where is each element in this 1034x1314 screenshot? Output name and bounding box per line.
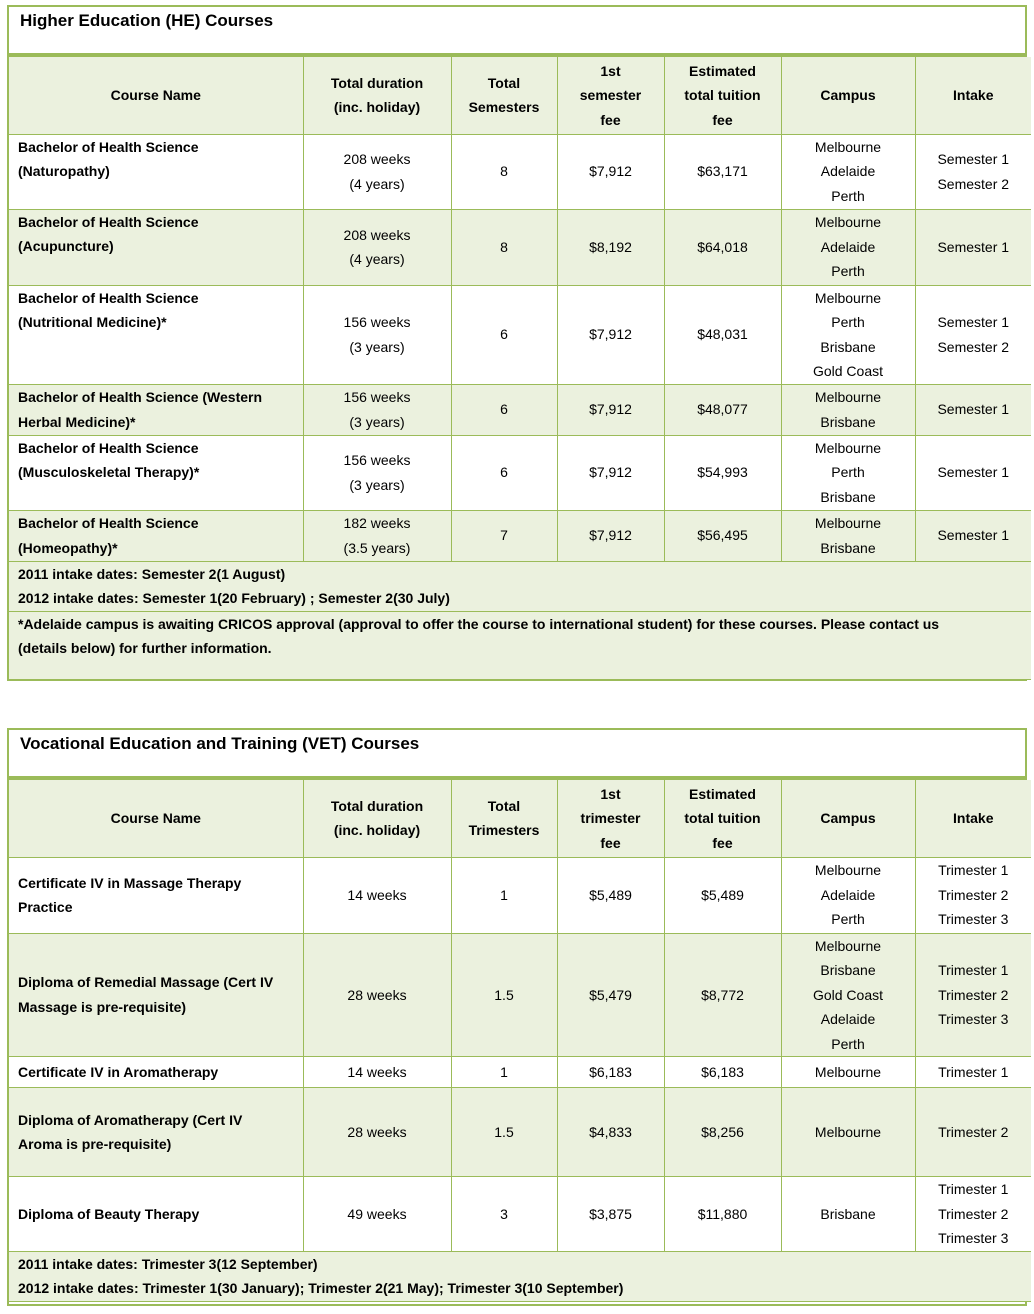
he-cricos-footnote [9, 611, 1031, 679]
campus-cell: Melbourne Adelaide Perth [781, 134, 915, 209]
total-fee-cell: $8,772 [664, 933, 781, 1057]
campus-cell: Melbourne Perth Brisbane [781, 435, 915, 510]
vet-section-title: Vocational Education and Training (VET) Courses [9, 730, 1025, 780]
intake-cell: Trimester 1 [915, 1057, 1031, 1088]
first-fee-cell: $3,875 [557, 1177, 664, 1252]
course-name-cell: Bachelor of Health Science (Homeopathy)* [9, 510, 303, 561]
vet-header-course-name: Course Name [9, 780, 303, 857]
total-cell: 8 [451, 134, 557, 209]
total-cell: 8 [451, 209, 557, 285]
table-row [9, 134, 1031, 209]
duration-cell: 156 weeks (3 years) [303, 285, 451, 384]
campus-cell: Melbourne Brisbane Gold Coast Adelaide Perth [781, 933, 915, 1057]
course-name-cell: Diploma of Aromatherapy (Cert IV Aroma is pre-requisite) [9, 1088, 303, 1177]
table-row [9, 857, 1031, 933]
duration-cell: 14 weeks [303, 857, 451, 933]
course-name-cell: Diploma of Beauty Therapy [9, 1177, 303, 1252]
duration-cell: 28 weeks [303, 933, 451, 1057]
total-fee-cell: $64,018 [664, 209, 781, 285]
campus-cell: Melbourne [781, 1057, 915, 1088]
campus-cell: Melbourne Brisbane [781, 384, 915, 435]
total-cell: 3 [451, 1177, 557, 1252]
vet-header-duration: Total duration (inc. holiday) [303, 780, 451, 857]
total-fee-cell: $8,256 [664, 1088, 781, 1177]
total-fee-cell: $63,171 [664, 134, 781, 209]
table-row [9, 435, 1031, 510]
course-name-cell: Bachelor of Health Science (Nutritional Medicine)* [9, 285, 303, 384]
total-cell: 1.5 [451, 933, 557, 1057]
total-cell: 6 [451, 285, 557, 384]
duration-cell: 49 weeks [303, 1177, 451, 1252]
total-fee-cell: $48,031 [664, 285, 781, 384]
course-name-cell: Bachelor of Health Science (Musculoskeletal Therapy)* [9, 435, 303, 510]
total-fee-cell: $5,489 [664, 857, 781, 933]
vet-header-total-fee: Estimated total tuition fee [664, 780, 781, 857]
he-intake-dates-note [9, 561, 1031, 611]
course-name-cell: Certificate IV in Aromatherapy [9, 1057, 303, 1088]
vet-header-first-fee: 1st trimester fee [557, 780, 664, 857]
first-fee-cell: $4,833 [557, 1088, 664, 1177]
first-fee-cell: $7,912 [557, 510, 664, 561]
total-cell: 7 [451, 510, 557, 561]
duration-cell: 14 weeks [303, 1057, 451, 1088]
campus-cell: Melbourne Adelaide Perth [781, 857, 915, 933]
total-fee-cell: $11,880 [664, 1177, 781, 1252]
first-fee-cell: $7,912 [557, 285, 664, 384]
vet-header-total: Total Trimesters [451, 780, 557, 857]
he-header-campus: Campus [781, 57, 915, 134]
vet-header-campus: Campus [781, 780, 915, 857]
table-row [9, 384, 1031, 435]
table-row [9, 1057, 1031, 1088]
vet-courses-section [7, 728, 1027, 1306]
campus-cell: Melbourne Brisbane [781, 510, 915, 561]
duration-cell: 208 weeks (4 years) [303, 134, 451, 209]
first-fee-cell: $7,912 [557, 134, 664, 209]
campus-cell: Melbourne Adelaide Perth [781, 209, 915, 285]
table-row [9, 933, 1031, 1057]
course-name-cell: Bachelor of Health Science (Acupuncture) [9, 209, 303, 285]
first-fee-cell: $8,192 [557, 209, 664, 285]
he-header-duration: Total duration (inc. holiday) [303, 57, 451, 134]
total-fee-cell: $56,495 [664, 510, 781, 561]
course-name-cell: Diploma of Remedial Massage (Cert IV Massage is pre-requisite) [9, 933, 303, 1057]
course-name-cell: Bachelor of Health Science (Naturopathy) [9, 134, 303, 209]
he-section-title: Higher Education (HE) Courses [9, 7, 1025, 57]
total-fee-cell: $6,183 [664, 1057, 781, 1088]
total-fee-cell: $54,993 [664, 435, 781, 510]
vet-header-intake: Intake [915, 780, 1031, 857]
he-header-total: Total Semesters [451, 57, 557, 134]
vet-header-row [9, 780, 1031, 857]
intake-cell: Trimester 1 Trimester 2 Trimester 3 [915, 1177, 1031, 1252]
he-header-first-fee: 1st semester fee [557, 57, 664, 134]
campus-cell: Brisbane [781, 1177, 915, 1252]
he-header-total-fee: Estimated total tuition fee [664, 57, 781, 134]
table-row [9, 1177, 1031, 1252]
intake-cell: Semester 1 [915, 384, 1031, 435]
he-header-course-name: Course Name [9, 57, 303, 134]
first-fee-cell: $7,912 [557, 435, 664, 510]
he-header-row [9, 57, 1031, 134]
table-row [9, 510, 1031, 561]
note-line: 2011 intake dates: Semester 2(1 August) [18, 565, 286, 582]
intake-cell: Trimester 2 [915, 1088, 1031, 1177]
note-line: 2012 intake dates: Semester 1(20 February) ; Semester 2(30 July) [18, 590, 450, 606]
intake-cell: Semester 1 Semester 2 [915, 285, 1031, 384]
intake-cell: Semester 1 Semester 2 [915, 134, 1031, 209]
total-cell: 6 [451, 435, 557, 510]
duration-cell: 28 weeks [303, 1088, 451, 1177]
first-fee-cell: $7,912 [557, 384, 664, 435]
first-fee-cell: $5,489 [557, 857, 664, 933]
duration-cell: 208 weeks (4 years) [303, 209, 451, 285]
campus-cell: Melbourne [781, 1088, 915, 1177]
he-courses-table [9, 57, 1031, 680]
intake-cell: Semester 1 [915, 510, 1031, 561]
total-cell: 1 [451, 857, 557, 933]
first-fee-cell: $6,183 [557, 1057, 664, 1088]
duration-cell: 156 weeks (3 years) [303, 384, 451, 435]
total-cell: 6 [451, 384, 557, 435]
total-cell: 1.5 [451, 1088, 557, 1177]
he-header-intake: Intake [915, 57, 1031, 134]
he-courses-section [7, 5, 1027, 681]
total-cell: 1 [451, 1057, 557, 1088]
vet-courses-table [9, 780, 1031, 1302]
total-fee-cell: $48,077 [664, 384, 781, 435]
note-line: 2012 intake dates: Trimester 1(30 January); Trimester 2(21 May); Trimester 3(10 September) [18, 1280, 624, 1296]
note-line: *Adelaide campus is awaiting CRICOS approval (approval to offer the course to international student) for these courses. Please contact us [18, 615, 940, 632]
table-row [9, 285, 1031, 384]
duration-cell: 182 weeks (3.5 years) [303, 510, 451, 561]
table-row [9, 209, 1031, 285]
table-row [9, 1088, 1031, 1177]
intake-cell: Trimester 1 Trimester 2 Trimester 3 [915, 857, 1031, 933]
first-fee-cell: $5,479 [557, 933, 664, 1057]
intake-cell: Semester 1 [915, 209, 1031, 285]
course-name-cell: Certificate IV in Massage Therapy Practice [9, 857, 303, 933]
vet-intake-dates-note [9, 1251, 1031, 1301]
note-line: 2011 intake dates: Trimester 3(12 September) [18, 1255, 318, 1272]
note-line: (details below) for further information. [18, 640, 272, 656]
intake-cell: Trimester 1 Trimester 2 Trimester 3 [915, 933, 1031, 1057]
intake-cell: Semester 1 [915, 435, 1031, 510]
campus-cell: Melbourne Perth Brisbane Gold Coast [781, 285, 915, 384]
duration-cell: 156 weeks (3 years) [303, 435, 451, 510]
course-name-cell: Bachelor of Health Science (Western Herbal Medicine)* [9, 384, 303, 435]
